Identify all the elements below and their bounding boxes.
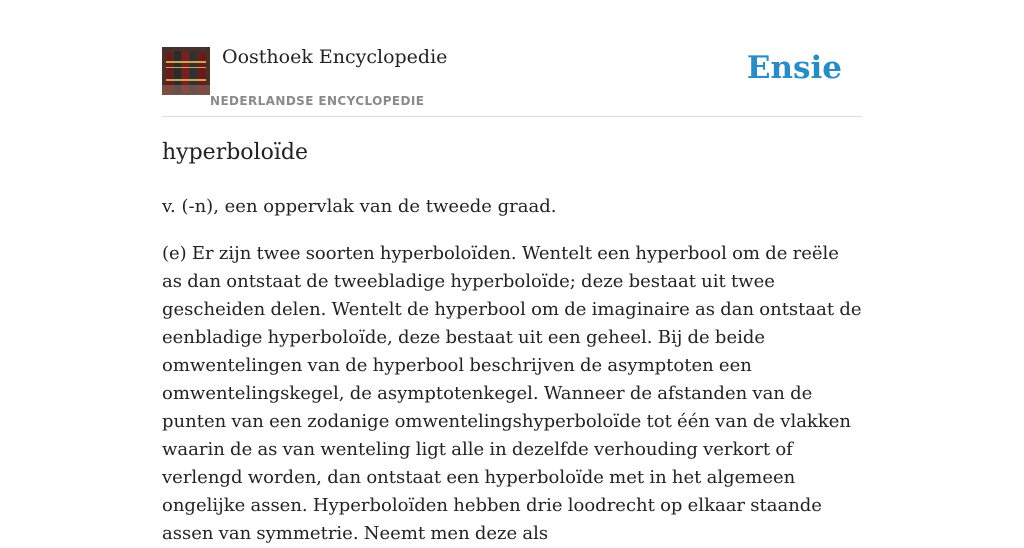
site-logo-avatar[interactable]	[162, 47, 210, 95]
site-subtitle: NEDERLANDSE ENCYCLOPEDIE	[210, 94, 425, 108]
site-header	[162, 0, 862, 117]
entry-definition: v. (-n), een oppervlak van de tweede graad.	[162, 196, 557, 217]
entry-body-text: (e) Er zijn twee soorten hyperboloïden. Wentelt een hyperbool om de reële as dan ontstaat de tweebladige hyperboloïde; deze bestaat uit twee gescheiden delen. Wentelt de hyperbool om de imaginaire as dan ontstaat de eenbladige hyperboloïde, deze bestaat uit een geheel. Bij de beide omwentelingen van de hyperbool beschrijven de asymptoten een omwentelingskegel, de asymptotenkegel. Wanneer de afstanden van de punten van een zodanige omwentelingshyperboloïde tot één van de vlakken waarin de as van wenteling ligt alle in dezelfde verhouding verkort of verlengd worden, dan ontstaat een hyperboloïde met in het algemeen ongelijke assen. Hyperboloïden hebben drie loodrecht op elkaar staande assen van symmetrie. Neemt men deze als	[162, 243, 862, 544]
brand-logo-link[interactable]: Ensie	[746, 50, 842, 86]
page-container	[162, 0, 862, 544]
encyclopedia-books-icon	[162, 47, 210, 95]
entry-title: hyperboloïde	[162, 140, 308, 165]
site-title[interactable]: Oosthoek Encyclopedie	[222, 46, 448, 68]
